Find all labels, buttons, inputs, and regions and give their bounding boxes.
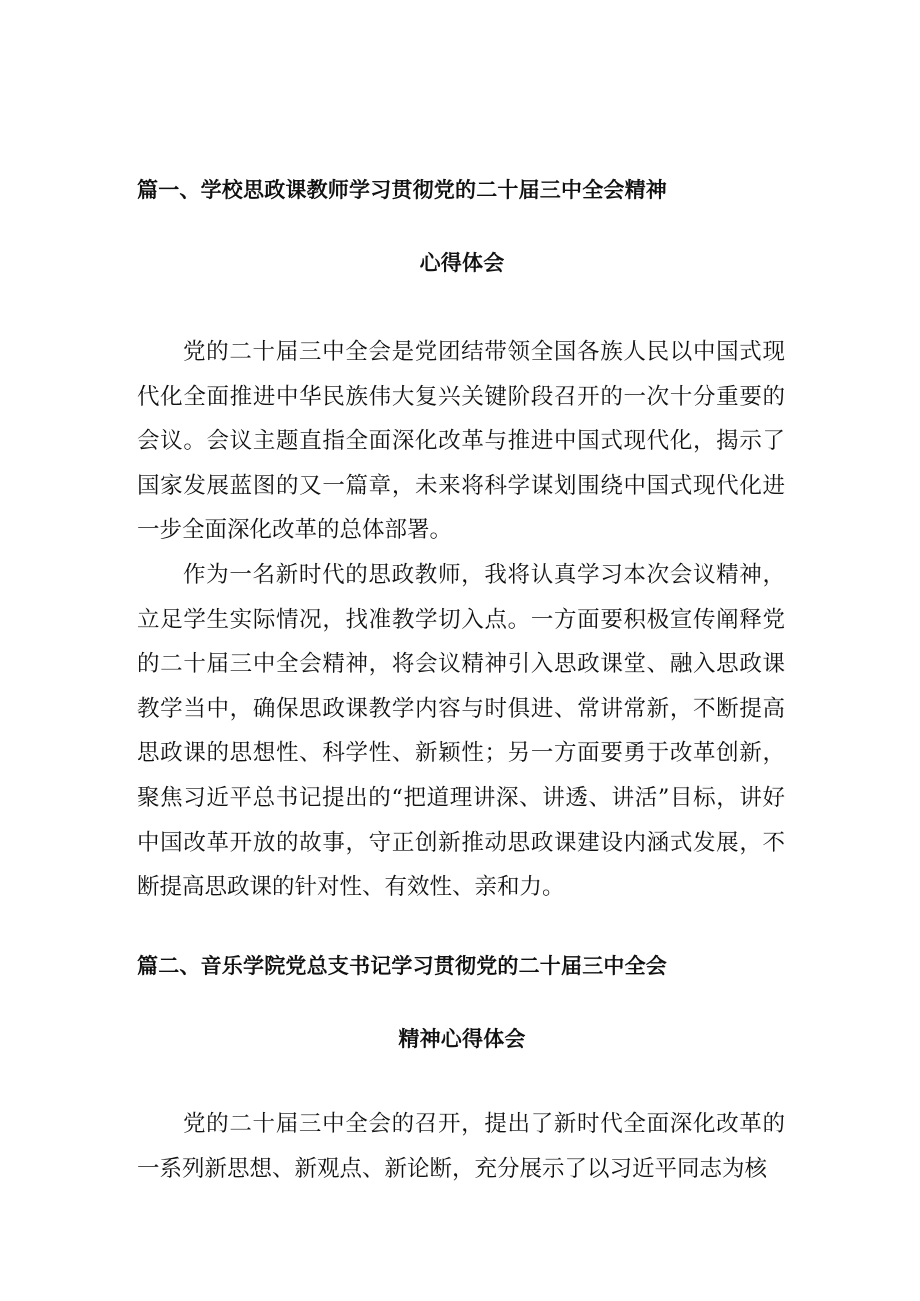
section-2-title-line1: 篇二、音乐学院党总支书记学习贯彻党的二十届三中全会 xyxy=(137,954,667,978)
section-2-title xyxy=(137,950,787,1053)
section-1-title xyxy=(137,174,787,277)
section-2-paragraph-1: 党的二十届三中全会的召开，提出了新时代全面深化改革的一系列新思想、新观点、新论断，充分展示了以习近平同志为核 xyxy=(137,1111,785,1182)
section-1-paragraph-2: 作为一名新时代的思政教师，我将认真学习本次会议精神，立足学生实际情况，找准教学切入点。一方面要积极宣传阐释党的二十届三中全会精神，将会议精神引入思政课堂、融入思政课教学当中，确保思政课教学内容与时俱进、常讲常新，不断提高思政课的思想性、科学性、新颖性；另一方面要勇于改革创新，聚焦习近平总书记提出的“把道理讲深、讲透、讲活”目标，讲好中国改革开放的故事，守正创新推动思政课建设内涵式发展，不断提高思政课的针对性、有效性、亲和力。 xyxy=(137,562,785,901)
section-1-paragraph-1: 党的二十届三中全会是党团结带领全国各族人民以中国式现代化全面推进中华民族伟大复兴关键阶段召开的一次十分重要的会议。会议主题直指全面深化改革与推进中国式现代化，揭示了国家发展蓝图的又一篇章，未来将科学谋划围绕中国式现代化进一步全面深化改革的总体部署。 xyxy=(137,339,785,544)
section-1-title-line1: 篇一、学校思政课教师学习贯彻党的二十届三中全会精神 xyxy=(137,178,667,202)
section-2-title-line2: 精神心得体会 xyxy=(398,1027,526,1051)
section-1-title-line2: 心得体会 xyxy=(419,251,505,275)
